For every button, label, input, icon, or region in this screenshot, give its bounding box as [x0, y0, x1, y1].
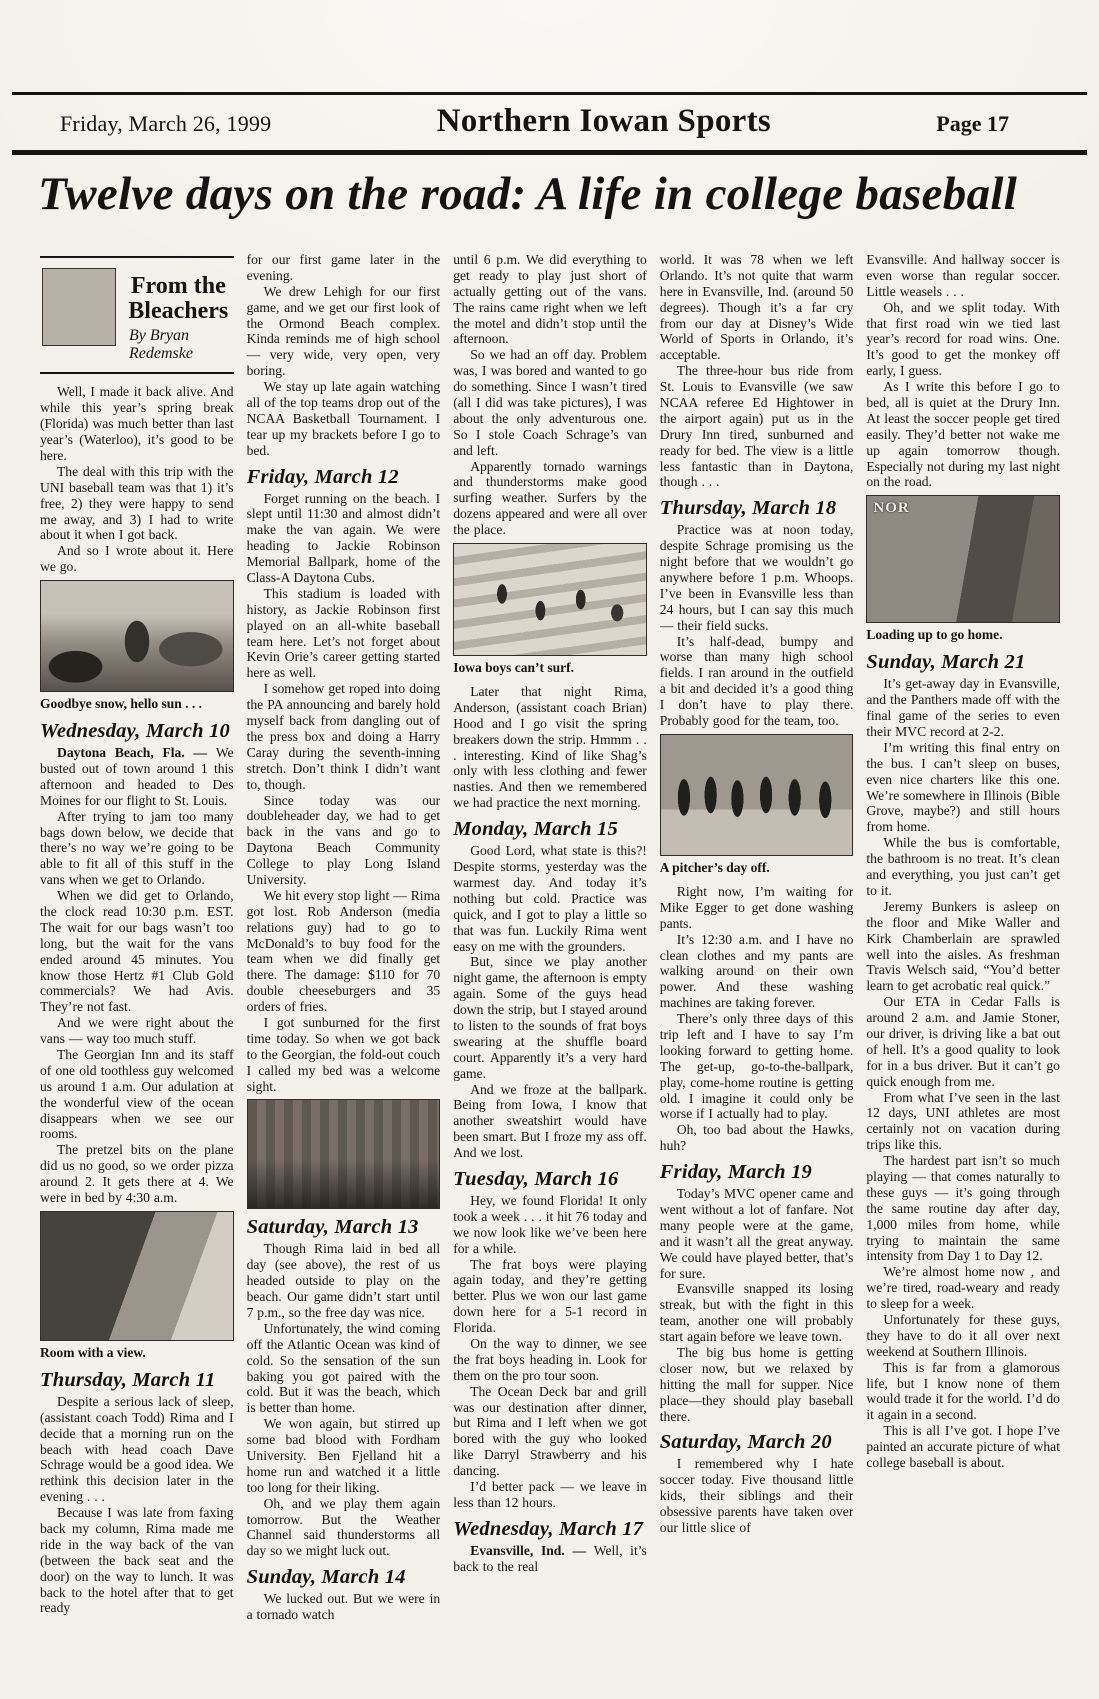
columnist-headshot — [42, 268, 116, 346]
article-paragraph: When we did get to Orlando, the clock read 10:30 p.m. EST. The wait for our bags wasn’t too long, but the wait for the vans ended around 45 minutes. You know those Hertz #1 Club Gold commercials? We had Avis. They’re not fast. — [40, 888, 234, 1015]
bleachers-title: From the Bleachers — [128, 273, 229, 325]
article-paragraph: The big bus home is getting closer now, but we relaxed by hitting the mall for supper. Nice place—they should play baseball there. — [659, 1344, 854, 1424]
article-paragraph: Good Lord, what state is this?! Despite storms, yesterday was the warmest day. And today it’s nothing but cold. Practice was quick, and I got to play a little so that was fun. Luckily Rima went easy on me with the grounders. — [453, 843, 647, 954]
article-paragraph: And we were right about the vans — way too much stuff. — [40, 1015, 234, 1047]
article-paragraph: Oh, too bad about the Hawks, huh? — [659, 1122, 854, 1154]
column-3-blocks — [453, 252, 647, 1575]
article-columns — [40, 252, 1060, 1691]
article-paragraph: The pretzel bits on the plane did us no good, so we order pizza around 2. It gets there at 4. We were in bed by 4:30 a.m. — [40, 1142, 234, 1205]
photo-caption: Room with a view. — [40, 1344, 146, 1360]
bleachers-box — [40, 256, 234, 374]
article-paragraph: It’s half-dead, bumpy and worse than many high school fields. I ran around in the outfield a bit and decided it’s a good thing I don’t have to play there. Probably good for the team, too. — [659, 633, 854, 729]
article-paragraph: Later that night Rima, Anderson, (assistant coach Brian) Hood and I go visit the spring breakers down the strip. Hmmm . . . interesting. Kind of like Shag’s only with less clothing and fewer nasties. And then we remembered we had practice the next morning. — [453, 684, 647, 811]
article-paragraph: It’s get-away day in Evansville, and the Panthers made off with the final game of the series to even their MVC record at 2-2. — [866, 676, 1060, 740]
article-paragraph: But, since we play another night game, the afternoon is empty again. Some of the guys head down the strip, but I stayed around to listen to the sounds of frat boys swearing at the shuffle board court. Apparently it’s a very hard game. — [453, 954, 647, 1081]
column-4 — [660, 252, 854, 1691]
team-jogging-photo — [660, 734, 854, 876]
balcony-view-photo-image — [40, 1211, 234, 1341]
photo-caption: Loading up to go home. — [866, 627, 1003, 643]
article-paragraph: until 6 p.m. We did everything to get ready to play just short of actually getting out of the vans. The rains came right when we left the motel and didn’t stop until the afternoon. — [453, 252, 647, 347]
article-paragraph: Our ETA in Cedar Falls is around 2 a.m. and Jamie Stoner, our driver, is driving like a bat out of hell. It’s a good quality to look for in a bus driver. But it can’t go quick enough from me. — [866, 994, 1060, 1089]
surfers-photo — [453, 543, 647, 676]
parking-lot-photo — [40, 580, 234, 712]
article-paragraph: I’d better pack — we leave in less than 12 hours. — [453, 1479, 647, 1510]
article-paragraph: Evansville. And hallway soccer is even worse than regular soccer. Little weasels . . . — [866, 252, 1060, 299]
article-paragraph: The three-hour bus ride from St. Louis to Evansville (we saw NCAA referee Ed Hightower in the airport again) put us in the Drury Inn tired, sunburned and ready for bed. The view is a little less fantastic than in Daytona, though . . . — [659, 363, 854, 490]
column-5 — [866, 252, 1060, 1691]
surfers-photo-image — [453, 543, 647, 656]
article-paragraph: Unfortunately for these guys, they have to do it all over next weekend at Southern Illinois. — [866, 1311, 1060, 1359]
parking-lot-photo-image — [40, 580, 234, 692]
article-paragraph: The deal with this trip with the UNI baseball team was that 1) it’s free, 2) they were happy to send me away, and 3) I had to write about it when I got back. — [40, 463, 234, 543]
article-paragraph: Evansville, Ind. — Well, it’s back to the real — [453, 1542, 647, 1574]
article-paragraph: While the bus is comfortable, the bathroom is no treat. It’s clean and everything, you just can’t get to it. — [866, 835, 1060, 898]
bleachers-text — [125, 268, 232, 363]
article-paragraph: Since today was our doubleheader day, we had to get back in the vans and go to Daytona Beach Community College to play Long Island University. — [246, 792, 441, 887]
masthead-title: Northern Iowan Sports — [436, 103, 772, 139]
article-paragraph: We won again, but stirred up some bad blood with Fordham University. Ben Fjelland hit a home run and watched it a little too long for their liking. — [246, 1416, 441, 1495]
article-paragraph: We hit every stop light — Rima got lost. Rob Anderson (media relations guy) had to go to McDonald’s to buy food for the team when we did finally get there. The damage: $110 for 70 double cheeseburgers and 35 orders of fries. — [246, 887, 441, 1015]
page-number: Page 17 — [936, 111, 1009, 136]
bus-loading-photo-image — [866, 495, 1060, 623]
day-heading: Wednesday, March 10 — [40, 720, 231, 743]
article-paragraph: Oh, and we split today. With that first road win we tied last year’s record for road wins. One. It’s good to get the monkey off early, I guess. — [866, 299, 1060, 379]
article-paragraph: Well, I made it back alive. And while this year’s spring break (Florida) was much better than last year’s (Waterloo), it’s good to be here. — [40, 384, 234, 463]
article-paragraph: Hey, we found Florida! It only took a week . . . it hit 76 today and we now look like we’ve been here for a while. — [453, 1192, 647, 1256]
article-paragraph: Unfortunately, the wind coming off the Atlantic Ocean was kind of cold. So the sensation of the sun baking you got paired with the cold. But it was the beach, which is better than home. — [246, 1320, 441, 1416]
day-heading: Wednesday, March 17 — [453, 1517, 644, 1540]
hotel-room-photo — [247, 1099, 441, 1209]
article-paragraph: I somehow get roped into doing the PA announcing and barely hold myself back from dangling out of the press box and doing a Harry Caray during the seventh-inning stretch. Don’t think I didn’t want to, though. — [246, 681, 441, 792]
column-2 — [247, 252, 441, 1691]
bus-loading-photo — [866, 495, 1060, 643]
article-paragraph: And we froze at the ballpark. Being from Iowa, I know that another sweatshirt would have been smart. But I froze my ass off. And we lost. — [453, 1081, 647, 1161]
photo-caption: Iowa boys can’t surf. — [453, 660, 574, 676]
team-jogging-photo-image — [660, 734, 854, 856]
article-paragraph: Because I was late from faxing back my column, Rima made me ride in the way back of the van (between the back seat and the door) on the way to lunch. It was back to the hotel after that to get ready — [40, 1505, 234, 1616]
article-paragraph: for our first game later in the evening. — [246, 252, 441, 283]
day-heading: Friday, March 19 — [659, 1161, 812, 1184]
article-paragraph: The Georgian Inn and its staff of one old toothless guy welcomed us around 1 a.m. Our adulation at the wonderful view of the ocean disappears when we see our rooms. — [40, 1046, 234, 1142]
article-paragraph: Though Rima laid in bed all day (see above), the rest of us headed outside to play on the beach. Our game didn’t start until 7 p.m., so the free day was nice. — [246, 1241, 441, 1320]
article-paragraph: The frat boys were playing again today, and they’re getting better. Plus we won our last game down here for a 5-1 record in Florida. — [453, 1256, 647, 1336]
article-paragraph: This is all I’ve got. I hope I’ve painted an accurate picture of what college baseball is about. — [866, 1423, 1060, 1470]
column-4-blocks — [660, 252, 854, 1536]
day-heading: Monday, March 15 — [453, 818, 618, 841]
article-paragraph: Despite a serious lack of sleep, (assistant coach Todd) Rima and I decide that a morning run on the beach with head coach Dave Schrage would be a good idea. We rethink this decision later in the evening . . . — [40, 1393, 234, 1505]
day-heading: Sunday, March 14 — [246, 1566, 406, 1589]
article-paragraph: Right now, I’m waiting for Mike Egger to get done washing pants. — [659, 883, 854, 931]
article-paragraph: After trying to jam too many bags down below, we decide that there’s no way we’re going to be able to fit all of this stuff in the vans when we get to Orlando. — [40, 808, 234, 888]
balcony-view-photo — [40, 1211, 234, 1361]
article-paragraph: Oh, and we play them again tomorrow. But the Weather Channel said thunderstorms all day so we might luck out. — [246, 1495, 441, 1559]
day-heading: Friday, March 12 — [246, 465, 399, 488]
article-paragraph: I remembered why I hate soccer today. Five thousand little kids, their siblings and their obsessive parents have taken over our little slice of — [659, 1456, 854, 1535]
column-1-blocks — [40, 384, 234, 1616]
photo-caption: Goodbye snow, hello sun . . . — [40, 696, 203, 712]
bleachers-byline: By Bryan Redemske — [129, 327, 193, 363]
article-paragraph: From what I’ve seen in the last 12 days, UNI athletes are most certainly not on vacation during trips like this. — [866, 1089, 1060, 1153]
article-paragraph: Practice was at noon today, despite Schrage promising us the night before that we wouldn’t go anywhere before 1 p.m. Whoops. I’ve been in Evansville less than 24 hours, but I can say this much — their field sucks. — [659, 522, 854, 633]
article-paragraph: world. It was 78 when we left Orlando. It’s not quite that warm here in Evansville, Ind. (around 50 degrees). Though it’s a far cry from our day at Disney’s Wide World of Sports in Orlando, it’s acceptable. — [659, 252, 854, 363]
article-paragraph: This stadium is loaded with history, as Jackie Robinson first played on an all-white baseball team here. Let’s not forget about Kevin Orie’s career getting started here as well. — [246, 585, 441, 681]
day-heading: Thursday, March 18 — [659, 497, 837, 520]
article-paragraph: We lucked out. But we were in a tornado watch — [246, 1591, 441, 1623]
article-paragraph: The hardest part isn’t so much playing — that comes naturally to these guys — it’s going through the same routine day after day, 1,000 miles from home, while trying to maintain the same intensity from Day 1 to Day 12. — [866, 1153, 1060, 1264]
article-paragraph: We’re almost home now , and we’re tired, road-weary and ready to sleep for a week. — [866, 1264, 1060, 1312]
article-paragraph: Apparently tornado warnings and thunderstorms make good surfing weather. Surfers by the dozens appeared and were all over the place. — [453, 458, 647, 538]
article-paragraph: We drew Lehigh for our first game, and we get our first look of the Ormond Beach complex. Kinda reminds me of high school — very wide, very open, very boring. — [246, 283, 441, 379]
hotel-room-photo-image — [247, 1099, 441, 1209]
article-paragraph: There’s only three days of this trip left and I have to say I’m looking forward to getting home. The get-up, go-to-the-ballpark, play, come-home routine is getting old. I imagine it could only be worse if I actually had to play. — [659, 1011, 854, 1122]
article-paragraph: Daytona Beach, Fla. — We busted out of town around 1 this afternoon and headed to Des Moines for our flight to St. Louis. — [40, 745, 234, 808]
article-paragraph: Evansville snapped its losing streak, but with the fight in this team, another one will probably start again before we leave town. — [659, 1281, 854, 1345]
article-paragraph: Forget running on the beach. I slept until 11:30 and almost didn’t make the van again. We were heading to Jackie Robinson Memorial Ballpark, home of the Class-A Daytona Cubs. — [246, 490, 441, 586]
day-heading: Sunday, March 21 — [866, 651, 1026, 674]
dateline-lead: Daytona Beach, Fla. — — [57, 745, 216, 761]
photo-overlay-text: NOR — [873, 500, 910, 517]
dateline-lead: Evansville, Ind. — — [470, 1542, 594, 1558]
article-paragraph: So we had an off day. Problem was, I was bored and wanted to go do something. Since I wasn’t tired (all I did was take pictures), I was about the only adventurous one. So I stole Coach Schrage’s van and left. — [453, 347, 647, 458]
photo-caption: A pitcher’s day off. — [659, 859, 770, 875]
column-3 — [453, 252, 647, 1691]
article-paragraph: The Ocean Deck bar and grill was our destination after dinner, but Rima and I left when we got bored with the guy who looked like Darryl Strawberry and his dancing. — [453, 1383, 647, 1479]
article-paragraph: I’m writing this final entry on the bus. I can’t sleep on buses, even nice charters like this one. We’re somewhere in Illinois (Bible Grove, maybe?) and still hours from home. — [866, 739, 1060, 835]
day-heading: Saturday, March 20 — [659, 1431, 832, 1454]
day-heading: Tuesday, March 16 — [453, 1167, 619, 1190]
issue-date: Friday, March 26, 1999 — [60, 111, 272, 136]
article-paragraph: And so I wrote about it. Here we go. — [40, 543, 234, 575]
article-paragraph: Today’s MVC opener came and went without a lot of fanfare. Not many people were at the game, and it wasn’t all the great anyway. We could have played better, that’s for sure. — [659, 1186, 854, 1281]
article-paragraph: We stay up late again watching all of the top teams drop out of the NCAA Basketball Tournament. I tear up my brackets before I go to bed. — [246, 379, 441, 458]
column-1 — [40, 252, 234, 1691]
day-heading: Thursday, March 11 — [40, 1368, 216, 1391]
article-paragraph: Jeremy Bunkers is asleep on the floor and Mike Waller and Kirk Chamberlain are sprawled well into the aisles. As freshman Travis Welsch said, “You’d better learn to get acrobatic real quick.” — [866, 898, 1060, 994]
article-paragraph: It’s 12:30 a.m. and I have no clean clothes and my pants are walking around on their own power. And these washing machines are taking forever. — [659, 931, 854, 1011]
article-paragraph: As I write this before I go to bed, all is quiet at the Drury Inn. At least the soccer people get tired easily. They’d better not wake me up again tomorrow though. Especially not during my last night on the road. — [866, 379, 1060, 490]
page-header — [12, 92, 1087, 155]
article-paragraph: This is far from a glamorous life, but I know none of them would trade it for the world. I’d do it again in a second. — [866, 1359, 1060, 1423]
article-paragraph: On the way to dinner, we see the frat boys heading in. Look for them on the pro tour soon. — [453, 1335, 647, 1383]
article-paragraph: I got sunburned for the first time today. So when we got back to the Georgian, the fold-out couch I called my bed was a welcome sight. — [246, 1014, 441, 1094]
column-5-blocks — [866, 252, 1060, 1471]
column-2-blocks — [247, 252, 441, 1623]
headline: Twelve days on the road: A life in college baseball — [38, 168, 1018, 220]
day-heading: Saturday, March 13 — [246, 1216, 419, 1239]
